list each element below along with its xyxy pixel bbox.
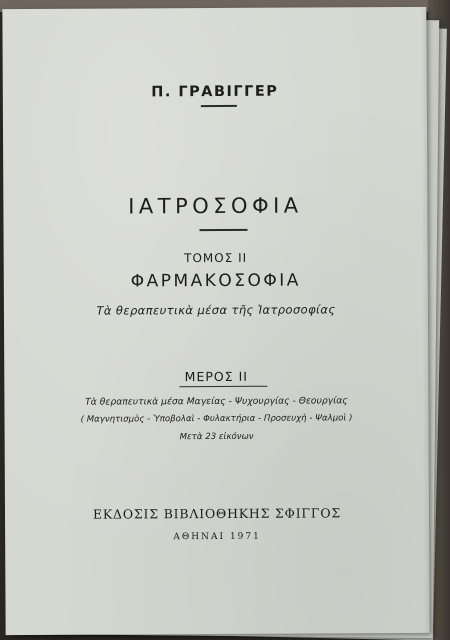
title-divider	[200, 229, 248, 231]
author-divider	[201, 105, 237, 107]
part-description: ( Μαγνητισμὸς - Ὑποβολαὶ - Φυλακτήρια - Προσευχὴ - Ψαλμοὶ )	[80, 413, 353, 425]
publisher-name: ΕΚΔΟΣΙΣ ΒΙΒΛΙΟΘΗΚΗΣ ΣΦΙΓΓΟΣ	[92, 505, 342, 522]
part-underline	[179, 386, 267, 387]
book-title: ΙΑΤΡΟΣΟΦΙΑ	[128, 193, 303, 219]
volume-label: ΤΟΜΟΣ ΙΙ	[184, 250, 248, 266]
book-cover	[2, 7, 429, 635]
part-label: ΜΕΡΟΣ ΙΙ	[184, 368, 248, 385]
subtitle-description: Τὰ θεραπευτικὰ μέσα τῆς Ἰατροσοφίας	[96, 302, 336, 318]
illustration-count: Μετὰ 23 εἰκόνων	[179, 431, 254, 443]
author-name: Π. ΓΡΑΒΙΓΓΕΡ	[151, 83, 279, 101]
publication-place-year: ΑΘΗΝΑΙ 1971	[173, 531, 261, 543]
book-subtitle: ΦΑΡΜΑΚΟΣΟΦΙΑ	[130, 270, 301, 292]
part-description: Τὰ θεραπευτικὰ μέσα Μαγείας - Ψυχουργίας - Θεουργίας	[85, 395, 348, 408]
